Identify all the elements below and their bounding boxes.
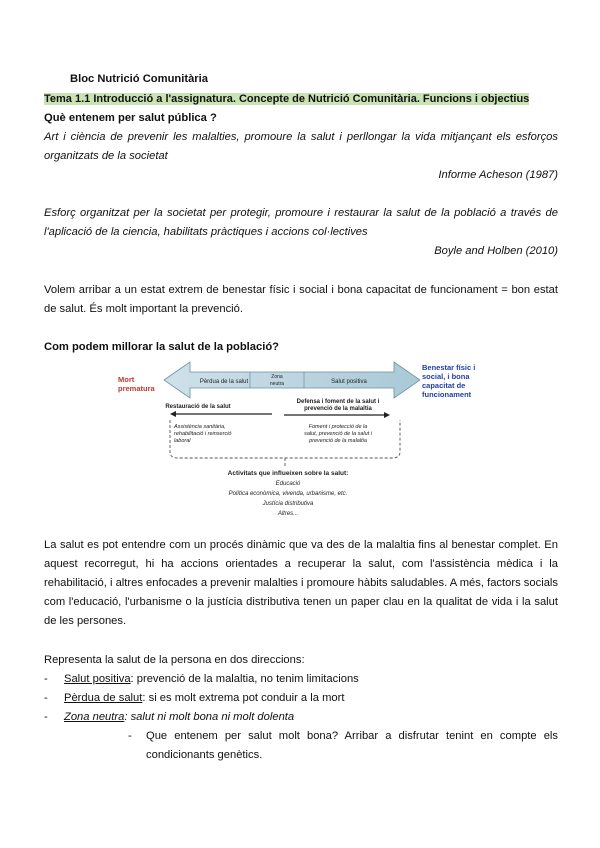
- question-improve-health: Com podem millorar la salut de la població?: [44, 341, 279, 353]
- bloc-title: Bloc Nutrició Comunitària: [70, 73, 208, 85]
- list-dash: -: [44, 692, 48, 704]
- label-wellbeing-4: funcionament: [422, 390, 472, 399]
- activity-item: Política econòmica, vivenda, urbanisme, etc.: [228, 491, 348, 497]
- definition-2-source: Boyle and Holben (2010): [434, 245, 558, 257]
- label-premature-death-2: prematura: [118, 384, 155, 393]
- directions-intro: Representa la salut de la persona en dos direccions:: [44, 654, 305, 666]
- list-item: - Salut positiva: prevenció de la malaltia, no tenim limitacions: [44, 670, 558, 689]
- restoration-sub-3: laboral: [174, 438, 191, 444]
- list-item-term: Zona neutra: [64, 711, 125, 723]
- list-dash: -: [128, 730, 132, 742]
- list-item: - Pèrdua de salut: si es molt extrema pot conduir a la mort: [44, 689, 558, 708]
- activity-item: Justícia distributiva: [262, 501, 314, 507]
- arrow-seg-mid-2: neutra: [269, 381, 285, 387]
- arrow-seg-left: Pèrdua de la salut: [199, 379, 249, 385]
- directions-list: [44, 670, 558, 727]
- paragraph-dynamic-process: La salut es pot entendre com un procés dinàmic que va des de la malaltia fins al benestar complet. En aquest recorregut, hi ha accions orientades a recuperar la salut, com l'assistència mèdica i la rehabilitació, i altres enfocades a prevenir malalties i promoure hàbits saludables. A més, factors socials com l'educació, l'urbanisme o la justícia distributiva tenen un paper clau en la qualitat de vida i la salut de les persones.: [44, 539, 558, 627]
- defense-arrowhead: [384, 412, 390, 418]
- activities-title: Activitats que influeixen sobre la salut:: [227, 470, 349, 477]
- defense-sub-2: salut, prevenció de la salut i: [304, 431, 372, 437]
- list-dash: -: [44, 711, 48, 723]
- defense-label-2: prevenció de la malaltia: [304, 406, 372, 412]
- sub-list-item-text: Que entenem per salut molt bona? Arribar a disfrutar tenint en compte els condicionants genètics.: [146, 730, 558, 761]
- restoration-arrowhead: [170, 411, 176, 417]
- label-premature-death-1: Mort: [118, 375, 135, 384]
- arrow-seg-right: Salut positiva: [331, 379, 367, 385]
- list-item: - Zona neutra: salut ni molt bona ni molt dolenta: [44, 708, 558, 727]
- restoration-label: Restauració de la salut: [165, 404, 231, 410]
- label-wellbeing-2: social, i bona: [422, 372, 470, 381]
- question-public-health: Què entenem per salut pública ?: [44, 112, 217, 124]
- label-wellbeing-1: Benestar físic i: [422, 363, 476, 372]
- definition-1: Art i ciència de prevenir les malalties, promoure la salut i perllongar la vida mitjançant els esforços organitzats de la societat: [44, 131, 558, 162]
- health-continuum-diagram: [112, 358, 488, 530]
- paragraph-wellbeing: Volem arribar a un estat extrem de benestar físic i social i bona capacitat de funcionament = bon estat de salut. És molt important la prevenció.: [44, 284, 558, 315]
- list-item-term: Salut positiva: [64, 673, 131, 685]
- list-item-desc: prevenció de la malaltia, no tenim limitacions: [136, 673, 359, 685]
- defense-label-1: Defensa i foment de la salut i: [296, 399, 380, 405]
- list-dash: -: [44, 673, 48, 685]
- activity-item: Altres...: [277, 511, 299, 517]
- label-wellbeing-3: capacitat de: [422, 381, 466, 390]
- list-item-desc: salut ni molt bona ni molt dolenta: [130, 711, 295, 723]
- list-item-desc: si es molt extrema pot conduir a la mort: [148, 692, 345, 704]
- activity-item: Educació: [275, 481, 301, 487]
- restoration-sub-1: Assistència sanitària,: [174, 424, 226, 430]
- definition-1-source: Informe Acheson (1987): [438, 169, 558, 181]
- restoration-sub-2: rehabilitació i reinserció: [174, 431, 232, 437]
- sub-list-item: [128, 727, 558, 765]
- list-item-term: Pèrdua de salut: [64, 692, 143, 704]
- tema-title: Tema 1.1 Introducció a l'assignatura. Concepte de Nutrició Comunitària. Funcions i objectius: [44, 93, 530, 105]
- defense-sub-3: prevenció de la malaltia: [309, 438, 367, 444]
- defense-sub-1: Foment i protecció de la: [308, 424, 368, 430]
- definition-2: Esforç organitzat per la societat per protegir, promoure i restaurar la salut de la població a través de l'aplicació de la ciencia, habilitats pràctiques i accions col·lectives: [44, 207, 558, 238]
- arrow-seg-mid-1: Zona: [271, 374, 283, 380]
